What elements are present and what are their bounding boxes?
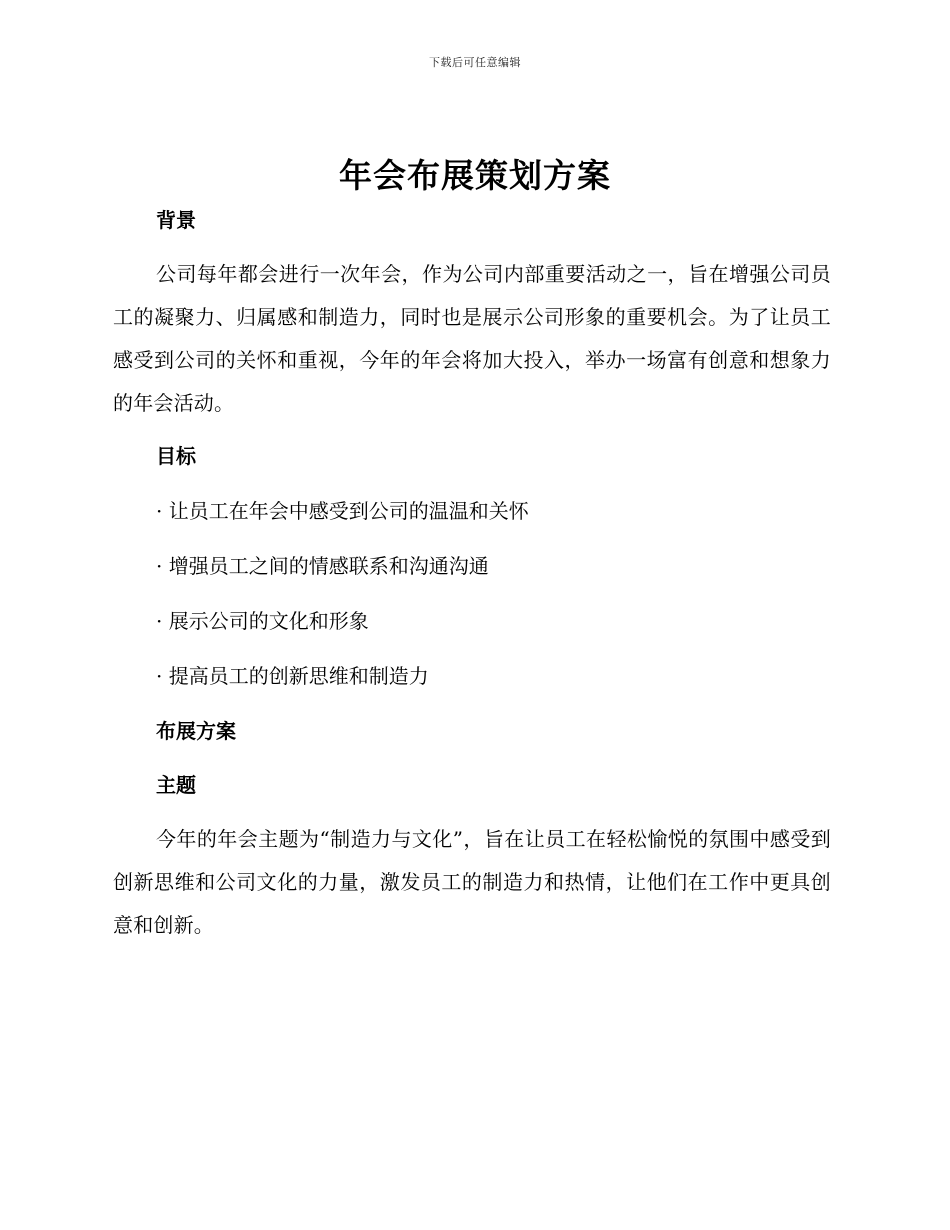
section-heading-theme: 主题 — [156, 773, 196, 797]
header-note: 下载后可任意编辑 — [429, 56, 521, 69]
background-paragraph: 公司每年都会进行一次年会，作为公司内部重要活动之一，旨在增强公司员工的凝聚力、归属感和制造力，同时也是展示公司形象的重要机会。为了让员工感受到公司的关怀和重视，今年的年会将加大投入，举办一场富有创意和想象力的年会活动。 — [113, 262, 831, 415]
section-heading-background: 背景 — [156, 208, 196, 232]
section-heading-plan: 布展方案 — [156, 719, 236, 743]
document-title: 年会布展策划方案 — [339, 156, 611, 195]
goal-list-item: · 展示公司的文化和形象 — [156, 609, 369, 633]
section-heading-goals: 目标 — [156, 444, 196, 468]
goal-list-item: · 增强员工之间的情感联系和沟通沟通 — [156, 554, 489, 578]
goal-list-item: · 让员工在年会中感受到公司的温温和关怀 — [156, 499, 529, 523]
theme-paragraph: 今年的年会主题为“制造力与文化”，旨在让员工在轻松愉悦的氛围中感受到创新思维和公司文化的力量，激发员工的制造力和热情，让他们在工作中更具创意和创新。 — [113, 827, 831, 937]
goal-list-item: · 提高员工的创新思维和制造力 — [156, 664, 429, 688]
